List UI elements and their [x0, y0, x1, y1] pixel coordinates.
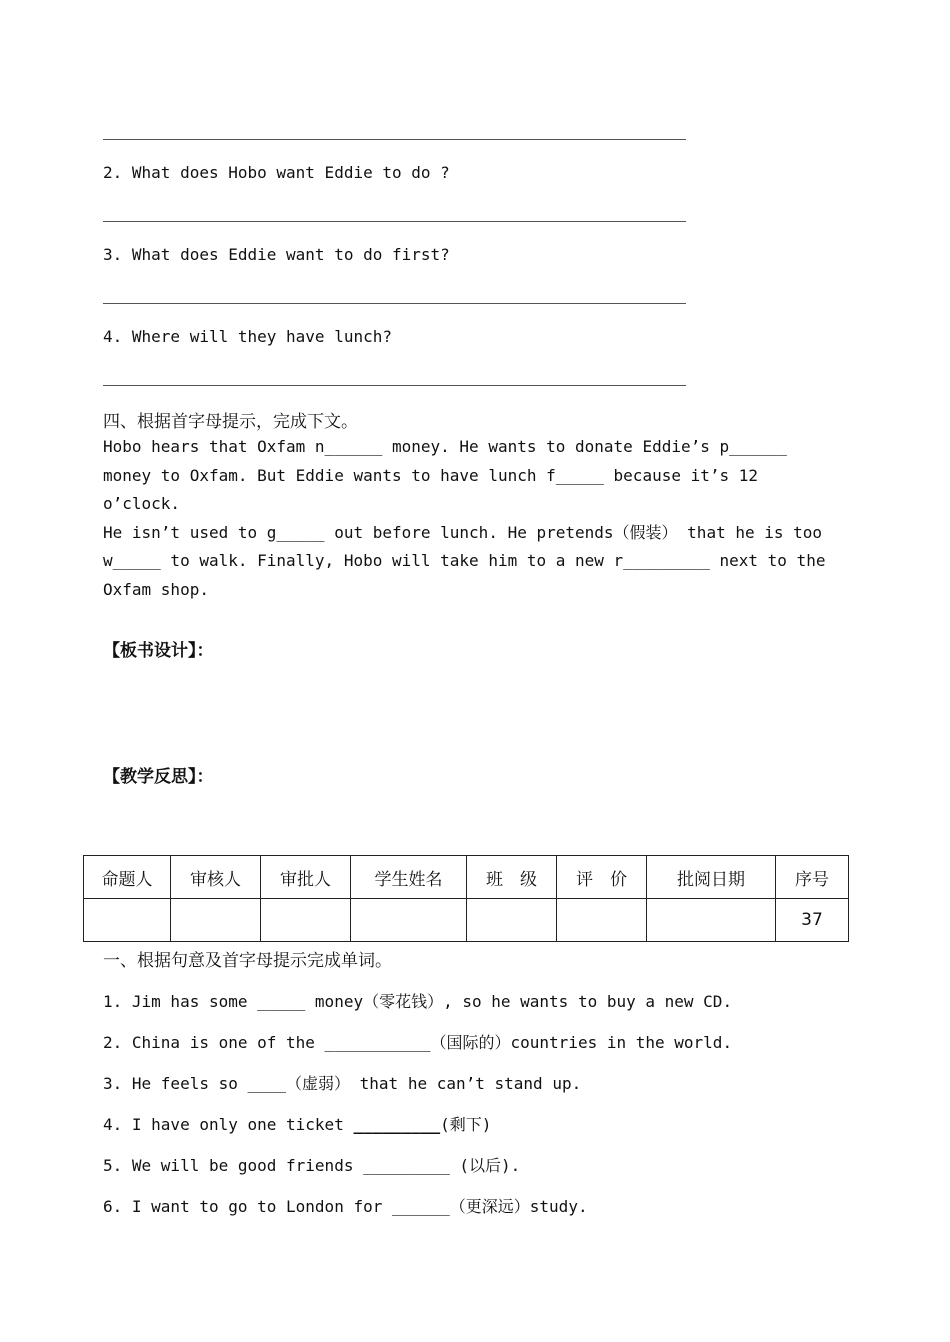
board-design-heading: 【板书设计】： — [103, 641, 214, 661]
table-header-cell: 班 级 — [467, 856, 557, 899]
table-header-cell: 审批人 — [261, 856, 351, 899]
exercise-text: 3. He feels so ____（虚弱） that he can’t stand up. — [103, 1074, 582, 1093]
exercise-item-6 — [103, 1194, 588, 1217]
question-2: 2. What does Hobo want Eddie to do ? — [103, 163, 450, 182]
exercise-text: 4. I have only one ticket — [103, 1115, 354, 1134]
table-header-cell: 序号 — [776, 856, 849, 899]
passage-line: Oxfam shop. — [103, 579, 209, 599]
exercise-text: 2. China is one of the ___________（国际的）countries in the world. — [103, 1033, 733, 1052]
passage-line: money to Oxfam. But Eddie wants to have lunch f_____ because it’s 12 — [103, 465, 759, 485]
table-header-cell: 学生姓名 — [351, 856, 467, 899]
answer-line-3 — [103, 303, 686, 304]
answer-line-4 — [103, 385, 686, 386]
section4-title: 四、根据首字母提示，完成下文。 — [103, 412, 358, 432]
exercise-item-2 — [103, 1030, 732, 1053]
exercise-item-1 — [103, 989, 732, 1012]
table-cell[interactable] — [351, 899, 467, 942]
passage-line: He isn’t used to g_____ out before lunch. He pretends（假装） that he is too — [103, 522, 823, 542]
table-cell[interactable] — [261, 899, 351, 942]
answer-blank[interactable]: _________ — [353, 1115, 441, 1134]
reflection-heading: 【教学反思】： — [103, 767, 214, 787]
exercise-text: 6. I want to go to London for ______（更深远）study. — [103, 1197, 588, 1216]
table-header-cell: 审核人 — [171, 856, 261, 899]
exercise-item-3 — [103, 1071, 581, 1094]
table-cell[interactable] — [84, 899, 171, 942]
passage-line: o’clock. — [103, 494, 181, 513]
table-header-cell: 命题人 — [84, 856, 171, 899]
table-cell[interactable] — [171, 899, 261, 942]
table-header-row — [84, 856, 849, 899]
exercise-item-4 — [103, 1112, 491, 1135]
answer-line-2 — [103, 221, 686, 222]
table-value-row — [84, 899, 849, 942]
exercise-text: 5. We will be good friends _________ (以后). — [103, 1156, 521, 1175]
section1-title: 一、根据句意及首字母提示完成单词。 — [103, 951, 392, 971]
passage-line: w_____ to walk. Finally, Hobo will take him to a new r_________ next to the — [103, 551, 826, 570]
section4-passage — [103, 433, 843, 604]
question-4: 4. Where will they have lunch? — [103, 327, 392, 346]
exercise-text: 1. Jim has some _____ money（零花钱）, so he wants to buy a new CD. — [103, 992, 733, 1011]
serial-number-cell: 37 — [776, 899, 849, 942]
table-cell[interactable] — [467, 899, 557, 942]
exercise-item-5 — [103, 1153, 520, 1176]
table-cell[interactable] — [647, 899, 776, 942]
table-header-cell: 评 价 — [557, 856, 647, 899]
passage-line: Hobo hears that Oxfam n______ money. He wants to donate Eddie’s p______ — [103, 437, 787, 456]
exercise-hint: (剩下) — [440, 1115, 492, 1134]
table-cell[interactable] — [557, 899, 647, 942]
answer-line-1 — [103, 139, 686, 140]
table-header-cell: 批阅日期 — [647, 856, 776, 899]
info-table — [83, 855, 849, 942]
question-3: 3. What does Eddie want to do first? — [103, 245, 450, 264]
